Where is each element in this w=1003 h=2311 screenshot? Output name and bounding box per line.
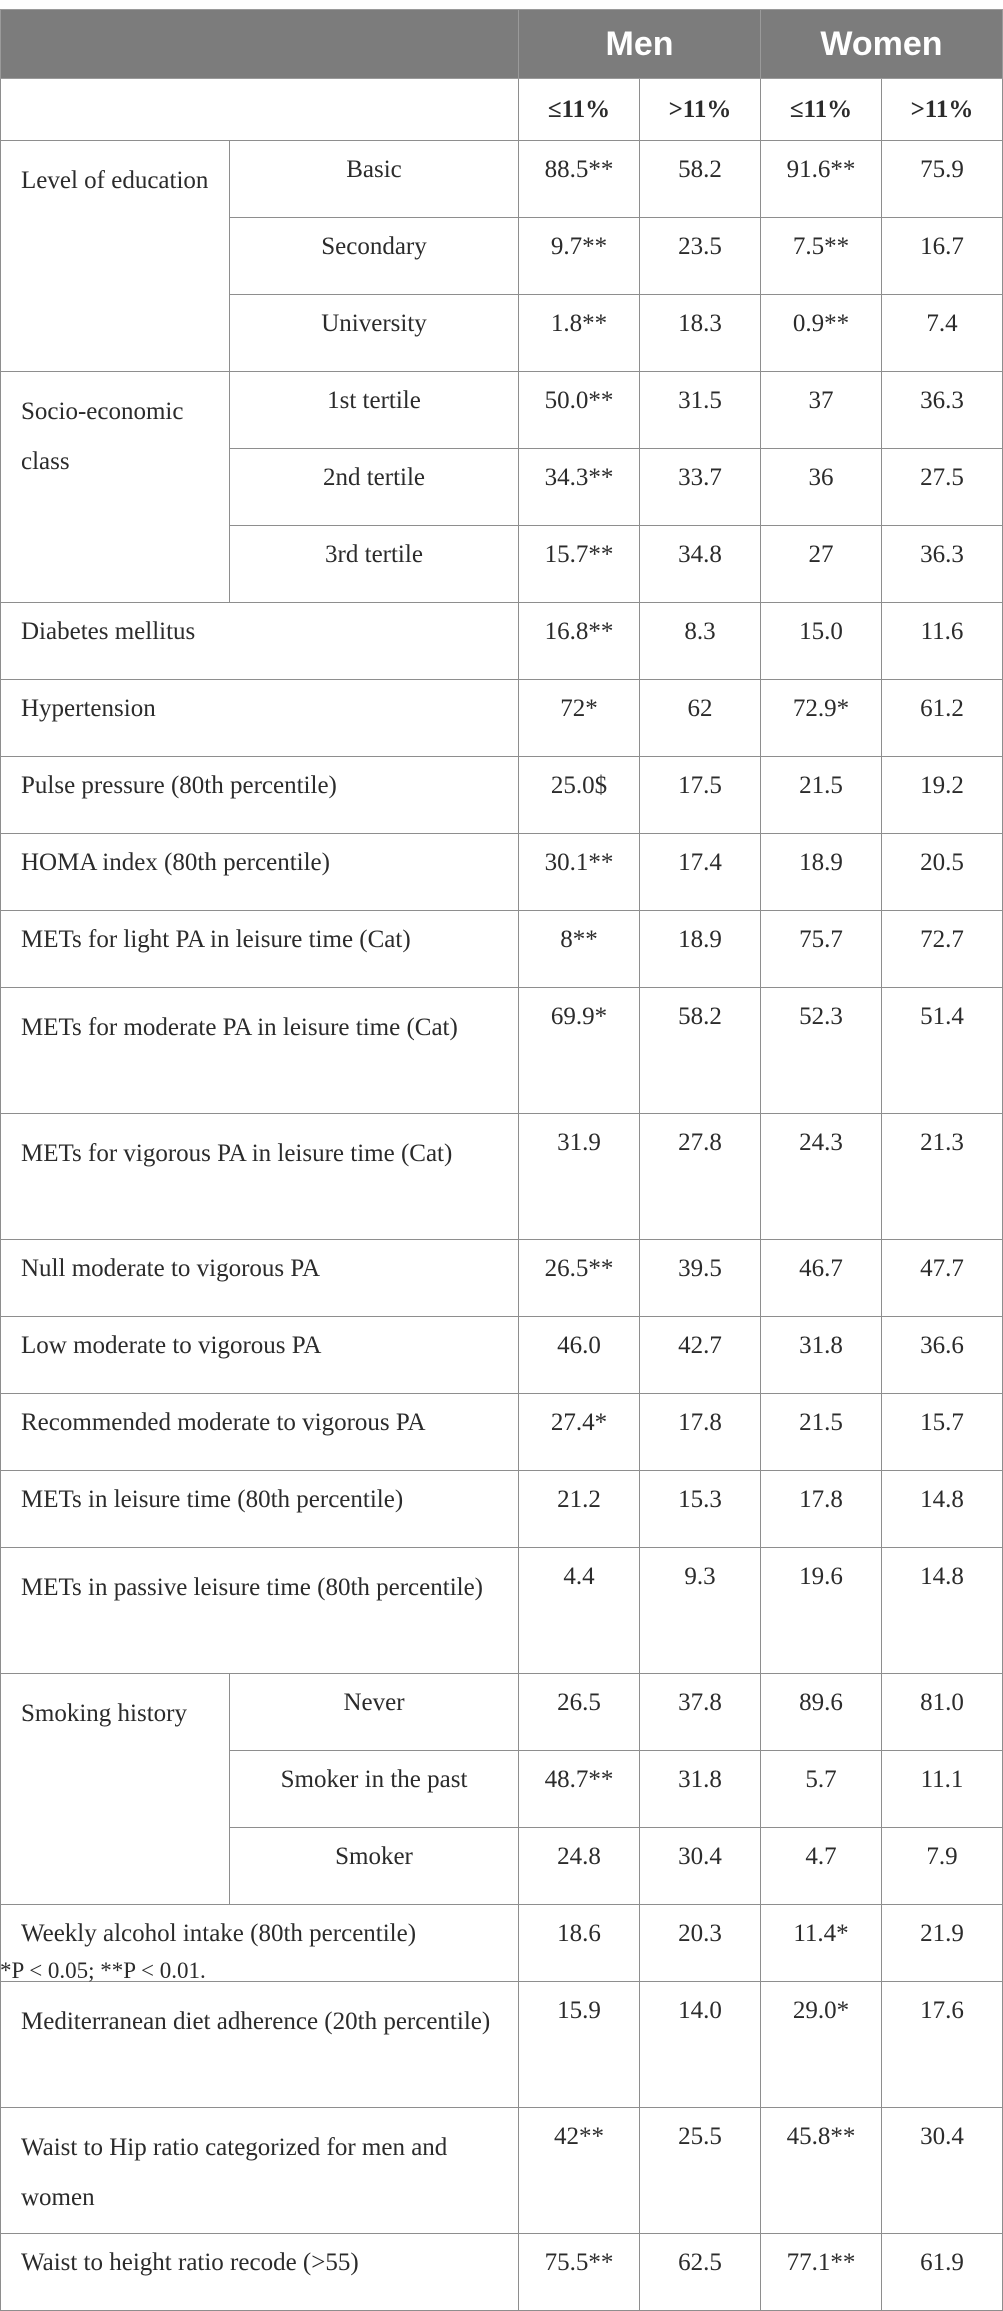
value-cell: 45.8** <box>761 2108 882 2234</box>
row-sublabel: Never <box>230 1674 519 1751</box>
value-cell: 11.4* <box>761 1905 882 1982</box>
value-cell: 81.0 <box>882 1674 1003 1751</box>
value-cell: 19.6 <box>761 1548 882 1674</box>
header-women: Women <box>761 10 1003 79</box>
value-cell: 20.5 <box>882 834 1003 911</box>
value-cell: 72.7 <box>882 911 1003 988</box>
row-label: Null moderate to vigorous PA <box>1 1240 519 1317</box>
value-cell: 27 <box>761 526 882 603</box>
value-cell: 48.7** <box>519 1751 640 1828</box>
row-label: Mediterranean diet adherence (20th percentile) <box>1 1982 519 2108</box>
value-cell: 15.7** <box>519 526 640 603</box>
value-cell: 7.5** <box>761 218 882 295</box>
value-cell: 58.2 <box>640 988 761 1114</box>
value-cell: 36 <box>761 449 882 526</box>
value-cell: 5.7 <box>761 1751 882 1828</box>
table-row <box>1 1240 1003 1317</box>
row-label: Weekly alcohol intake (80th percentile) <box>1 1905 519 1982</box>
value-cell: 14.8 <box>882 1548 1003 1674</box>
row-sublabel: 1st tertile <box>230 372 519 449</box>
row-sublabel: Secondary <box>230 218 519 295</box>
row-label: Waist to Hip ratio categorized for men and women <box>1 2108 519 2234</box>
value-cell: 30.4 <box>882 2108 1003 2234</box>
value-cell: 11.6 <box>882 603 1003 680</box>
value-cell: 62.5 <box>640 2234 761 2311</box>
value-cell: 25.5 <box>640 2108 761 2234</box>
row-label: Hypertension <box>1 680 519 757</box>
value-cell: 62 <box>640 680 761 757</box>
value-cell: 8** <box>519 911 640 988</box>
value-cell: 21.5 <box>761 757 882 834</box>
socioeconomic-group-label: Socio-economic class <box>1 372 230 603</box>
value-cell: 30.4 <box>640 1828 761 1905</box>
value-cell: 9.3 <box>640 1548 761 1674</box>
value-cell: 31.9 <box>519 1114 640 1240</box>
row-sublabel: Basic <box>230 141 519 218</box>
value-cell: 4.7 <box>761 1828 882 1905</box>
value-cell: 21.5 <box>761 1394 882 1471</box>
value-cell: 11.1 <box>882 1751 1003 1828</box>
table-row <box>1 141 1003 218</box>
row-label: HOMA index (80th percentile) <box>1 834 519 911</box>
row-label: Pulse pressure (80th percentile) <box>1 757 519 834</box>
value-cell: 36.3 <box>882 526 1003 603</box>
table-row <box>1 911 1003 988</box>
value-cell: 15.7 <box>882 1394 1003 1471</box>
value-cell: 8.3 <box>640 603 761 680</box>
table-body <box>1 141 1003 2311</box>
value-cell: 46.7 <box>761 1240 882 1317</box>
value-cell: 31.5 <box>640 372 761 449</box>
value-cell: 18.6 <box>519 1905 640 1982</box>
value-cell: 25.0$ <box>519 757 640 834</box>
value-cell: 15.9 <box>519 1982 640 2108</box>
value-cell: 21.3 <box>882 1114 1003 1240</box>
value-cell: 47.7 <box>882 1240 1003 1317</box>
value-cell: 77.1** <box>761 2234 882 2311</box>
value-cell: 34.8 <box>640 526 761 603</box>
value-cell: 72.9* <box>761 680 882 757</box>
value-cell: 20.3 <box>640 1905 761 1982</box>
row-label: Low moderate to vigorous PA <box>1 1317 519 1394</box>
table-row <box>1 757 1003 834</box>
value-cell: 18.9 <box>761 834 882 911</box>
value-cell: 15.0 <box>761 603 882 680</box>
table-row <box>1 1471 1003 1548</box>
value-cell: 69.9* <box>519 988 640 1114</box>
value-cell: 61.2 <box>882 680 1003 757</box>
value-cell: 21.9 <box>882 1905 1003 1982</box>
value-cell: 21.2 <box>519 1471 640 1548</box>
value-cell: 75.7 <box>761 911 882 988</box>
value-cell: 61.9 <box>882 2234 1003 2311</box>
value-cell: 88.5** <box>519 141 640 218</box>
value-cell: 39.5 <box>640 1240 761 1317</box>
value-cell: 0.9** <box>761 295 882 372</box>
table-row <box>1 988 1003 1114</box>
value-cell: 17.4 <box>640 834 761 911</box>
row-sublabel: Smoker <box>230 1828 519 1905</box>
value-cell: 29.0* <box>761 1982 882 2108</box>
value-cell: 9.7** <box>519 218 640 295</box>
footnote: *P < 0.05; **P < 0.01. <box>0 1958 206 1983</box>
table-row <box>1 372 1003 449</box>
value-cell: 91.6** <box>761 141 882 218</box>
value-cell: 36.3 <box>882 372 1003 449</box>
row-label: Recommended moderate to vigorous PA <box>1 1394 519 1471</box>
subheader-row <box>1 79 1003 141</box>
row-sublabel: University <box>230 295 519 372</box>
value-cell: 75.5** <box>519 2234 640 2311</box>
value-cell: 30.1** <box>519 834 640 911</box>
value-cell: 14.0 <box>640 1982 761 2108</box>
value-cell: 17.8 <box>761 1471 882 1548</box>
table-row <box>1 680 1003 757</box>
value-cell: 31.8 <box>761 1317 882 1394</box>
value-cell: 31.8 <box>640 1751 761 1828</box>
value-cell: 27.4* <box>519 1394 640 1471</box>
value-cell: 26.5** <box>519 1240 640 1317</box>
value-cell: 58.2 <box>640 141 761 218</box>
value-cell: 24.3 <box>761 1114 882 1240</box>
table-row <box>1 1982 1003 2108</box>
value-cell: 42.7 <box>640 1317 761 1394</box>
subheader-women-low: ≤11% <box>761 79 882 141</box>
value-cell: 16.7 <box>882 218 1003 295</box>
subheader-men-low: ≤11% <box>519 79 640 141</box>
value-cell: 42** <box>519 2108 640 2234</box>
value-cell: 15.3 <box>640 1471 761 1548</box>
smoking-group-label: Smoking history <box>1 1674 230 1905</box>
group-header-row <box>1 10 1003 79</box>
value-cell: 37 <box>761 372 882 449</box>
value-cell: 52.3 <box>761 988 882 1114</box>
value-cell: 75.9 <box>882 141 1003 218</box>
header-men: Men <box>519 10 761 79</box>
table-row <box>1 1114 1003 1240</box>
header-blank <box>1 10 519 79</box>
value-cell: 46.0 <box>519 1317 640 1394</box>
row-label: Waist to height ratio recode (>55) <box>1 2234 519 2311</box>
value-cell: 16.8** <box>519 603 640 680</box>
value-cell: 18.9 <box>640 911 761 988</box>
table-row <box>1 1674 1003 1751</box>
row-label: METs in leisure time (80th percentile) <box>1 1471 519 1548</box>
row-label: METs for vigorous PA in leisure time (Cat) <box>1 1114 519 1240</box>
row-sublabel: Smoker in the past <box>230 1751 519 1828</box>
table-row <box>1 1317 1003 1394</box>
value-cell: 72* <box>519 680 640 757</box>
row-label: Diabetes mellitus <box>1 603 519 680</box>
value-cell: 23.5 <box>640 218 761 295</box>
value-cell: 27.8 <box>640 1114 761 1240</box>
value-cell: 89.6 <box>761 1674 882 1751</box>
education-group-label: Level of education <box>1 141 230 372</box>
subheader-men-high: >11% <box>640 79 761 141</box>
value-cell: 1.8** <box>519 295 640 372</box>
value-cell: 17.8 <box>640 1394 761 1471</box>
table-row <box>1 1394 1003 1471</box>
value-cell: 27.5 <box>882 449 1003 526</box>
value-cell: 33.7 <box>640 449 761 526</box>
value-cell: 4.4 <box>519 1548 640 1674</box>
table-row <box>1 834 1003 911</box>
row-label: METs for light PA in leisure time (Cat) <box>1 911 519 988</box>
row-label: METs for moderate PA in leisure time (Cat) <box>1 988 519 1114</box>
value-cell: 7.4 <box>882 295 1003 372</box>
value-cell: 26.5 <box>519 1674 640 1751</box>
value-cell: 34.3** <box>519 449 640 526</box>
subheader-blank <box>1 79 519 141</box>
row-label: METs in passive leisure time (80th percentile) <box>1 1548 519 1674</box>
row-sublabel: 2nd tertile <box>230 449 519 526</box>
table-row <box>1 1548 1003 1674</box>
table-row <box>1 603 1003 680</box>
value-cell: 36.6 <box>882 1317 1003 1394</box>
value-cell: 50.0** <box>519 372 640 449</box>
subheader-women-high: >11% <box>882 79 1003 141</box>
value-cell: 51.4 <box>882 988 1003 1114</box>
value-cell: 19.2 <box>882 757 1003 834</box>
table-row <box>1 2108 1003 2234</box>
value-cell: 17.5 <box>640 757 761 834</box>
value-cell: 17.6 <box>882 1982 1003 2108</box>
value-cell: 37.8 <box>640 1674 761 1751</box>
value-cell: 18.3 <box>640 295 761 372</box>
value-cell: 14.8 <box>882 1471 1003 1548</box>
value-cell: 7.9 <box>882 1828 1003 1905</box>
row-sublabel: 3rd tertile <box>230 526 519 603</box>
value-cell: 24.8 <box>519 1828 640 1905</box>
table-row <box>1 2234 1003 2311</box>
